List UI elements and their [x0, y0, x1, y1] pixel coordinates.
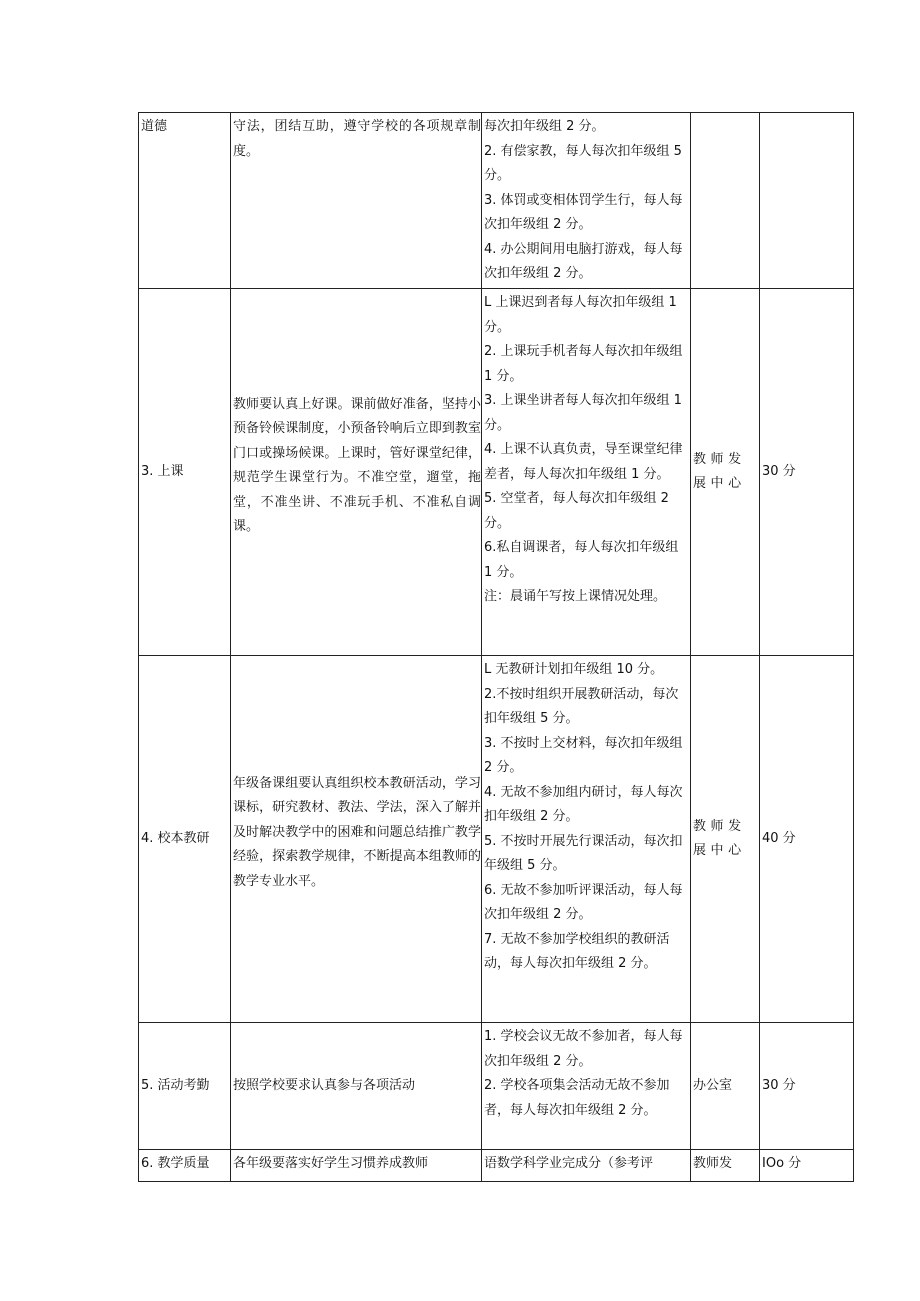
deduction-line: 5. 空堂者，每人每次扣年级组 2 分。	[484, 491, 669, 531]
score-cell	[760, 113, 854, 289]
department-cell	[691, 113, 760, 289]
deduction-line: L 无教研计划扣年级组 10 分。	[484, 662, 664, 677]
deduction-line: 4. 办公期间用电脑打游戏，每人每次扣年级组 2 分。	[484, 241, 683, 281]
deduction-line: 2. 有偿家教，每人每次扣年级组 5 分。	[484, 143, 682, 183]
assessment-table	[138, 112, 854, 1182]
table-row	[139, 1023, 854, 1150]
item-cell: 6. 教学质量	[139, 1150, 231, 1182]
deduction-line: 3. 上课坐讲者每人每次扣年级组 1 分。	[484, 393, 682, 433]
requirement-text: 教师要认真上好课。课前做好准备，坚持小预备铃候课制度，小预备铃响后立即到教室门口或操场候课。上课时，管好课堂纪律，规范学生课堂行为。不准空堂，遛堂，拖堂，不准坐讲、不准玩手机、不准私自调课。	[233, 396, 481, 534]
deduction-line: 2.不按时组织开展教研活动，每次扣年级组 5 分。	[484, 686, 679, 726]
score-cell: 30 分	[760, 289, 854, 656]
deduction-cell	[482, 113, 691, 289]
requirement-cell: 按照学校要求认真参与各项活动	[231, 1023, 482, 1150]
department-cell: 教师发	[691, 1150, 760, 1182]
deduction-cell	[482, 289, 691, 656]
deduction-line: 4. 上课不认真负责，导至课堂纪律差者，每人每次扣年级组 1 分。	[484, 442, 683, 482]
deduction-line: 2. 学校各项集会活动无故不参加者，每人每次扣年级组 2 分。	[484, 1078, 670, 1118]
department-cell: 教师发展中心	[691, 656, 760, 1023]
table-row	[139, 1150, 854, 1182]
deduction-line: 3. 不按时上交材料，每次扣年级组 2 分。	[484, 735, 683, 775]
deduction-cell	[482, 1150, 691, 1182]
item-cell: 道德	[139, 113, 231, 289]
deduction-line: 5. 不按时开展先行课活动，每次扣年级组 5 分。	[484, 833, 683, 873]
deduction-line: 4. 无故不参加组内研讨，每人每次扣年级组 2 分。	[484, 784, 683, 824]
requirement-cell	[231, 656, 482, 1023]
deduction-line: 6.私自调课者，每人每次扣年级组 1 分。	[484, 540, 679, 580]
deduction-line: 2. 上课玩手机者每人每次扣年级组 1 分。	[484, 344, 683, 384]
deduction-line: L 上课迟到者每人每次扣年级组 1 分。	[484, 295, 677, 335]
table-row	[139, 113, 854, 289]
score-cell: 40 分	[760, 656, 854, 1023]
item-cell: 3. 上课	[139, 289, 231, 656]
deduction-line: 3. 体罚或变相体罚学生行，每人每次扣年级组 2 分。	[484, 192, 683, 232]
deduction-cell	[482, 656, 691, 1023]
deduction-cell	[482, 1023, 691, 1150]
requirement-cell	[231, 289, 482, 656]
deduction-line: 语数学科学业完成分（参考评	[484, 1156, 654, 1171]
deduction-line: 注：晨诵午写按上课情况处理。	[484, 589, 667, 604]
department-cell: 教师发展中心	[691, 289, 760, 656]
score-cell: IOo 分	[760, 1150, 854, 1182]
table-row	[139, 289, 854, 656]
table-row	[139, 656, 854, 1023]
score-cell: 30 分	[760, 1023, 854, 1150]
deduction-line: 6. 无故不参加听评课活动，每人每次扣年级组 2 分。	[484, 882, 683, 922]
item-cell: 5. 活动考勤	[139, 1023, 231, 1150]
deduction-line: 每次扣年级组 2 分。	[484, 119, 605, 134]
deduction-line: 1. 学校会议无故不参加者，每人每次扣年级组 2 分。	[484, 1029, 683, 1069]
requirement-cell: 守法，团结互助，遵守学校的各项规章制度。	[231, 113, 482, 289]
item-cell: 4. 校本教研	[139, 656, 231, 1023]
requirement-cell: 各年级要落实好学生习惯养成教师	[231, 1150, 482, 1182]
department-cell: 办公室	[691, 1023, 760, 1150]
requirement-text: 年级备课组要认真组织校本教研活动，学习课标，研究教材、教法、学法，深入了解并及时解决教学中的困难和问题总结推广教学经验，探索教学规律，不断提高本组教师的教学专业水平。	[233, 775, 481, 889]
deduction-line: 7. 无故不参加学校组织的教研活动，每人每次扣年级组 2 分。	[484, 931, 670, 971]
